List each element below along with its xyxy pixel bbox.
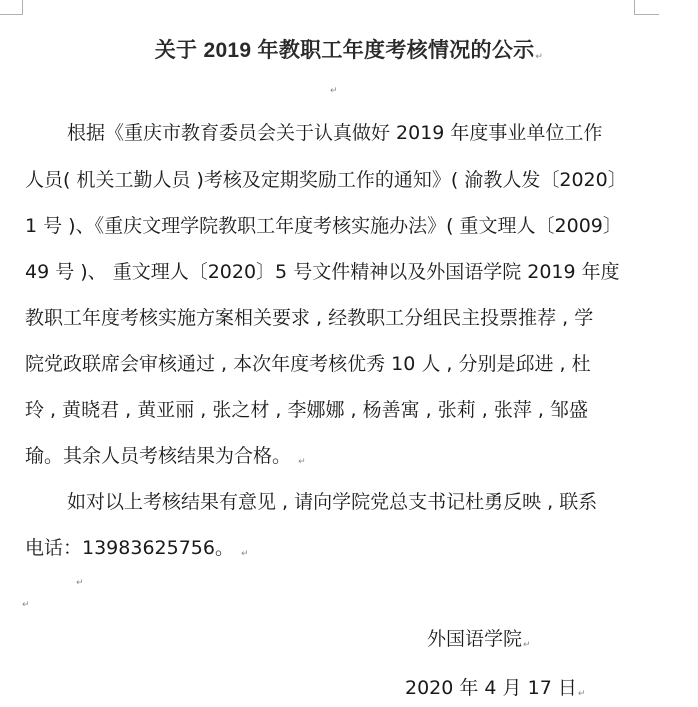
text-line (25, 443, 645, 475)
text-line: 如对以上考核结果有意见 , 请向学院党总支书记杜勇反映 , 联系 (67, 491, 598, 513)
text-line: 49 号 )、 重文理人〔2020〕5 号文件精神以及外国语学院 2019 年度 (25, 261, 620, 283)
text-line (25, 535, 645, 567)
paragraph-mark-icon: ↵ (298, 457, 306, 467)
text-line: 1 号 )、《重庆文理学院教职工年度考核实施办法》( 重文理人〔2009〕 (25, 215, 622, 237)
page-corner-mark-top-right (634, 0, 659, 15)
paragraph-mark-icon: ↵ (535, 51, 544, 61)
organization-text: 外国语学院 (427, 628, 523, 650)
paragraph-mark-icon: ↵ (241, 549, 249, 559)
paragraph-mark-icon: ↵ (330, 86, 338, 96)
paragraph-mark-icon: ↵ (577, 689, 586, 699)
signature-date (405, 675, 585, 707)
document-title (0, 34, 698, 64)
text-line-content: 电话：13983625756。 (25, 537, 234, 559)
date-text: 2020 年 4 月 17 日 (405, 677, 577, 699)
signature-organization (427, 626, 531, 658)
text-line: 根据《重庆市教育委员会关于认真做好 2019 年度事业单位工作 (67, 122, 603, 144)
paragraph-mark-icon: ↵ (22, 600, 30, 610)
paragraph-mark-icon: ↵ (76, 578, 84, 588)
text-line-content: 瑜。其余人员考核结果为合格。 (25, 445, 292, 467)
title-text: 关于 2019 年教职工年度考核情况的公示 (154, 39, 535, 62)
text-line: 人员( 机关工勤人员 )考核及定期奖励工作的通知》( 渝教人发〔2020〕 (25, 169, 627, 191)
text-line: 教职工年度考核实施方案相关要求 , 经教职工分组民主投票推荐 , 学 (25, 307, 594, 329)
page-corner-mark-top-left (0, 0, 23, 15)
text-line: 院党政联席会审核通过 , 本次年度考核优秀 10 人 , 分别是邱进 , 杜 (25, 353, 591, 375)
paragraph-mark-icon: ↵ (523, 640, 531, 650)
text-line: 玲 , 黄晓君 , 黄亚丽 , 张之材 , 李娜娜 , 杨善寓 , 张莉 , 张萍 , 邹盛 (25, 399, 588, 421)
